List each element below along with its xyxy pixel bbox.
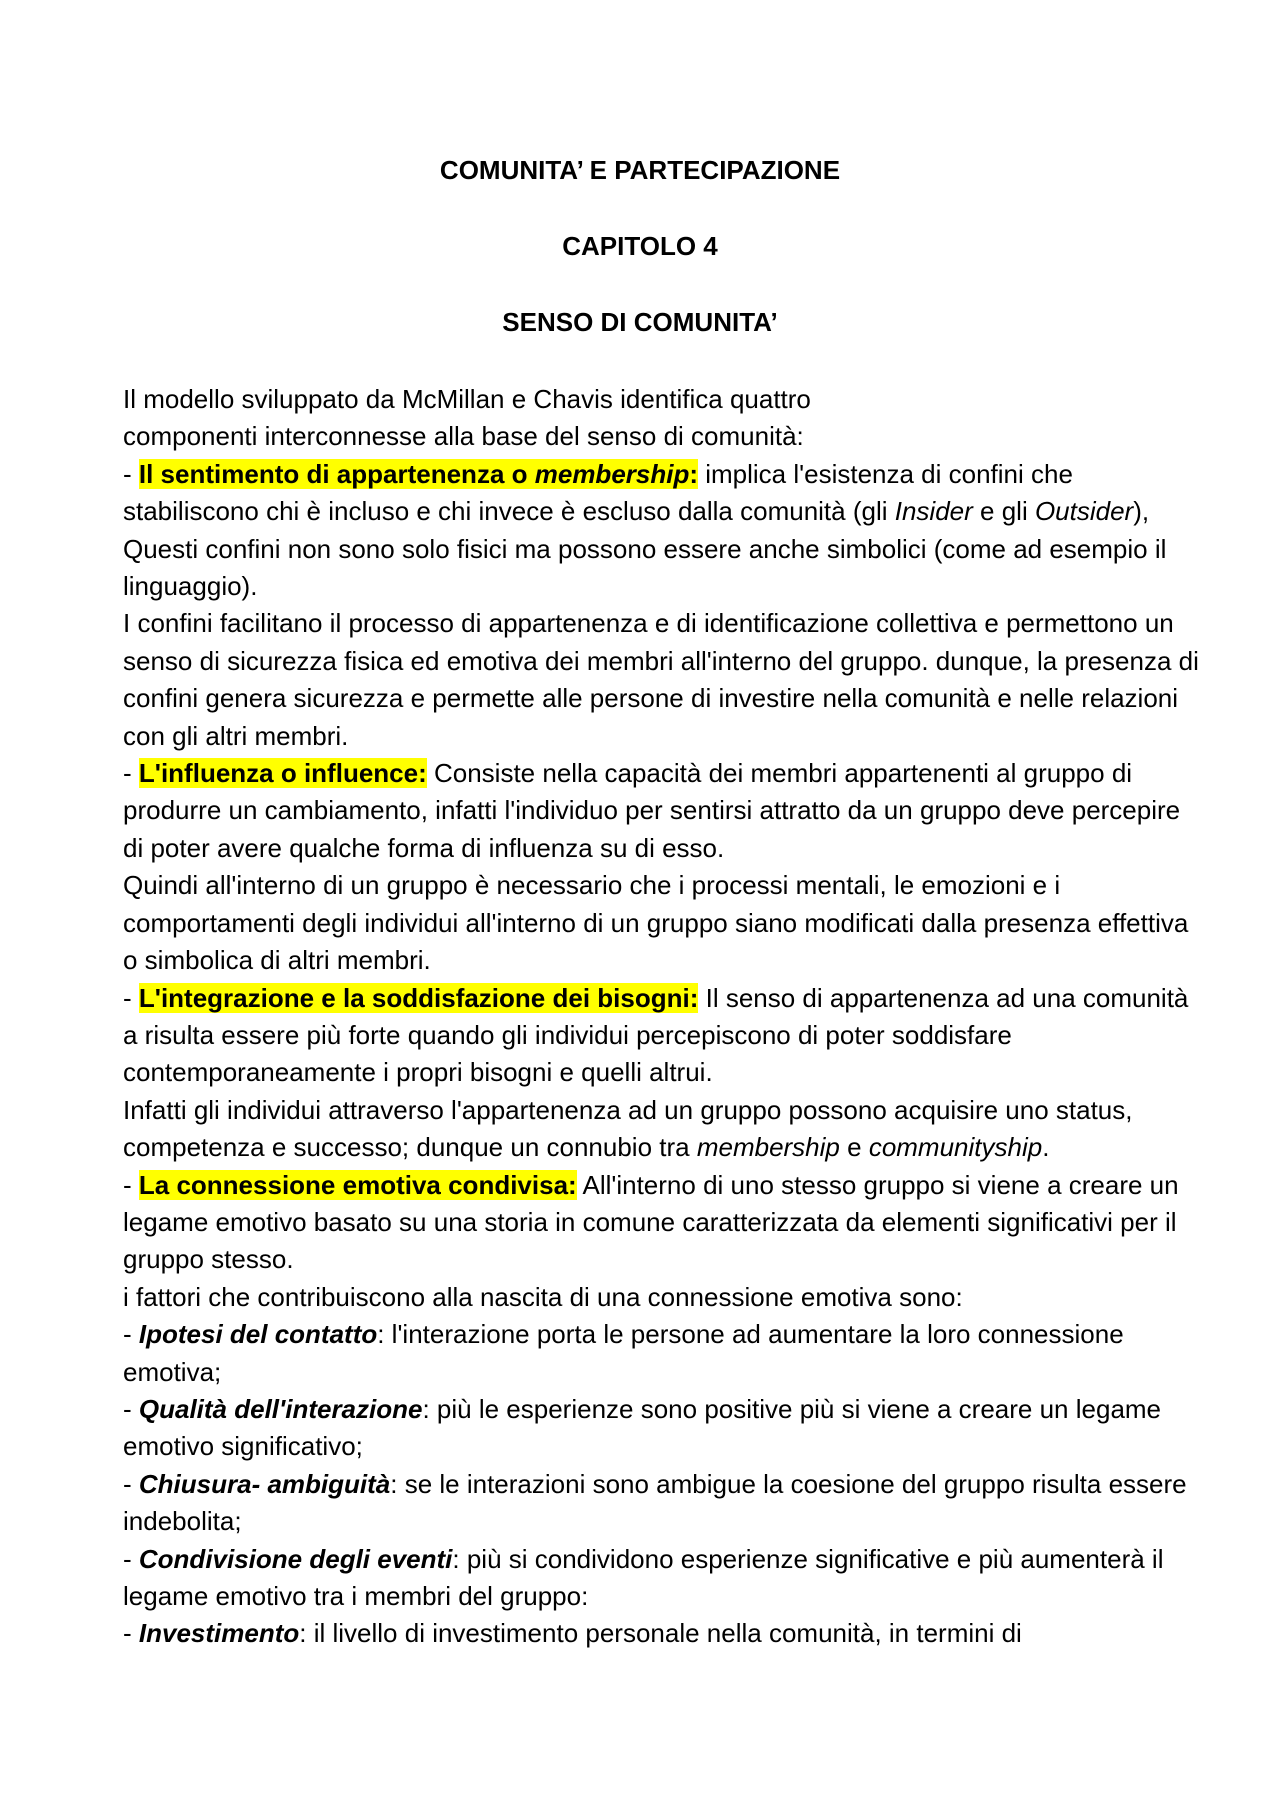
factor-term: Ipotesi del contatto xyxy=(138,1319,378,1350)
membership-text-3: ), Questi confini non sono solo fisici ma possono essere anche simbolici (come ad esempio il linguaggio). xyxy=(123,496,1167,602)
integration-paragraph xyxy=(123,980,1203,1092)
bullet-dash: - xyxy=(123,758,139,789)
membership-highlight xyxy=(139,459,698,489)
factor-term: Qualità dell'interazione xyxy=(138,1393,423,1424)
factor-item xyxy=(123,1466,1203,1541)
factors-intro: i fattori che contribuiscono alla nascita di una connessione emotiva sono: xyxy=(123,1281,963,1312)
integration-text-2a: Infatti gli individui attraverso l'appartenenza ad un gruppo possono acquisire uno status, competenza e successo; dunque un connubio tra xyxy=(123,1094,1133,1163)
integration-text-2c: . xyxy=(1042,1132,1050,1163)
connection-text: All'interno di uno stesso gruppo si viene a creare un legame emotivo basato su una storia in comune caratterizzata da elementi significativi per il gruppo stesso. xyxy=(123,1169,1179,1275)
factor-text: : se le interazioni sono ambigue la coesione del gruppo risulta essere indebolita; xyxy=(123,1468,1187,1537)
factor-item xyxy=(123,1615,1203,1652)
document-body xyxy=(123,381,1203,1653)
membership-text-1: implica l'esistenza di confini che stabiliscono chi è incluso e chi invece è escluso dalla comunità (gli xyxy=(123,458,1073,527)
membership-label-a: Il sentimento di appartenenza o xyxy=(138,458,535,489)
influence-paragraph-2: Quindi all'interno di un gruppo è necessario che i processi mentali, le emozioni e i comportamenti degli individui all'interno di un gruppo siano modificati dalla presenza effettiva o simbolica di altri membri. xyxy=(123,870,1189,976)
bullet-dash: - xyxy=(123,1543,139,1574)
outsider-term: Outsider xyxy=(1034,496,1134,527)
bullet-dash: - xyxy=(123,982,139,1013)
communityship-term: communityship xyxy=(868,1132,1043,1163)
factor-text: : più si condividono esperienze significative e più aumenterà il legame emotivo tra i membri del gruppo: xyxy=(123,1543,1164,1611)
bullet-dash: - xyxy=(123,1319,139,1350)
factor-text: : il livello di investimento personale nella comunità, in termini di xyxy=(299,1618,1022,1649)
connection-highlight: La connessione emotiva condivisa: xyxy=(138,1169,577,1200)
bullet-dash: - xyxy=(123,458,139,489)
factor-item xyxy=(123,1316,1203,1391)
factor-text: : l'interazione porta le persone ad aumentare la loro connessione emotiva; xyxy=(123,1319,1124,1387)
membership-paragraph xyxy=(123,456,1203,606)
membership-paragraph-2: I confini facilitano il processo di appartenenza e di identificazione collettiva e permettono un senso di sicurezza fisica ed emotiva dei membri all'interno del gruppo. dunque, la presenza di confini genera sicurezza e permette alle persone di investire nella comunità e nelle relazioni con gli altri membri. xyxy=(123,608,1199,751)
influence-text: Consiste nella capacità dei membri appartenenti al gruppo di produrre un cambiamento, infatti l'individuo per sentirsi attratto da un gruppo deve percepire di poter avere qualche forma di influenza su di esso. xyxy=(123,758,1181,863)
factor-item xyxy=(123,1541,1203,1616)
membership-text-2: e gli xyxy=(972,496,1035,527)
integration-highlight: L'integrazione e la soddisfazione dei bisogni: xyxy=(138,982,699,1013)
bullet-dash: - xyxy=(123,1618,139,1649)
factor-term: Chiusura- ambiguità xyxy=(138,1468,391,1499)
intro-paragraph xyxy=(123,381,1203,456)
membership-label-colon: : xyxy=(689,458,699,489)
membership-label-italic: membership xyxy=(534,458,690,489)
bullet-dash: - xyxy=(123,1468,139,1499)
connection-paragraph xyxy=(123,1167,1203,1279)
intro-line-1: Il modello sviluppato da McMillan e Chavis identifica quattro xyxy=(123,384,811,414)
integration-text: Il senso di appartenenza ad una comunità a risulta essere più forte quando gli individui percepiscono di poter soddisfare contemporaneamente i propri bisogni e quelli altrui. xyxy=(123,982,1189,1088)
document-title: COMUNITA’ E PARTECIPAZIONE xyxy=(439,155,841,185)
factor-term: Investimento xyxy=(138,1618,300,1649)
factor-text: : più le esperienze sono positive più si viene a creare un legame emotivo significativo; xyxy=(123,1393,1162,1462)
influence-paragraph xyxy=(123,755,1203,867)
section-heading: SENSO DI COMUNITA’ xyxy=(502,307,778,337)
bullet-dash: - xyxy=(123,1393,139,1424)
factor-item xyxy=(123,1391,1203,1466)
insider-term: Insider xyxy=(894,496,973,527)
integration-paragraph-2 xyxy=(123,1092,1203,1167)
membership-term: membership xyxy=(696,1132,840,1163)
bullet-dash: - xyxy=(123,1169,139,1200)
influence-highlight: L'influenza o influence: xyxy=(138,758,427,789)
factor-term: Condivisione degli eventi xyxy=(138,1543,453,1574)
chapter-heading: CAPITOLO 4 xyxy=(562,231,718,261)
intro-line-2: componenti interconnesse alla base del senso di comunità: xyxy=(123,421,804,452)
integration-text-2b: e xyxy=(839,1132,869,1163)
